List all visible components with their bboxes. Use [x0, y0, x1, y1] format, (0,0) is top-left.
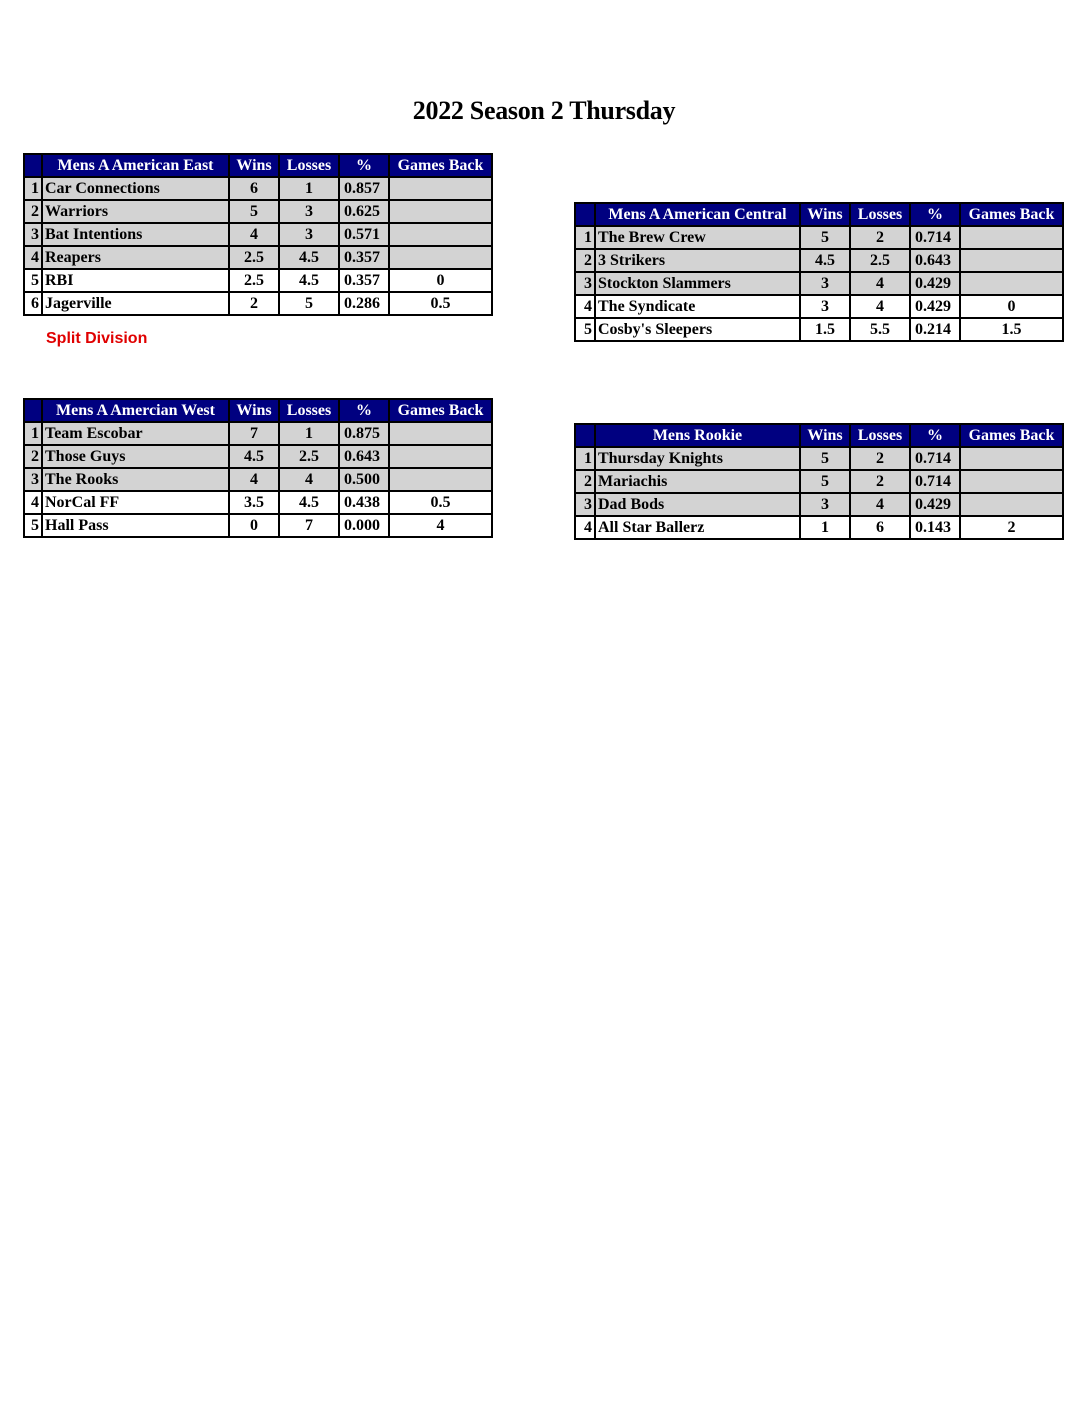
games-back-cell: 0: [960, 295, 1063, 318]
rank-cell: 4: [575, 295, 595, 318]
table-row: [575, 493, 1063, 516]
rank-cell: 2: [575, 470, 595, 493]
table-row: [24, 246, 492, 269]
team-cell: Cosby's Sleepers: [595, 318, 800, 341]
rank-cell: 5: [24, 514, 42, 537]
games-back-cell: [389, 422, 492, 445]
wins-header: Wins: [229, 154, 279, 177]
team-cell: Warriors: [42, 200, 229, 223]
pct-cell: 0.000: [339, 514, 389, 537]
wins-cell: 3: [800, 295, 850, 318]
team-cell: Those Guys: [42, 445, 229, 468]
table-row: [575, 318, 1063, 341]
wins-cell: 2.5: [229, 269, 279, 292]
rank-cell: 1: [575, 226, 595, 249]
games-back-cell: [960, 272, 1063, 295]
rank-cell: 3: [575, 272, 595, 295]
wins-header: Wins: [800, 424, 850, 447]
losses-cell: 3: [279, 223, 339, 246]
table-row: [575, 295, 1063, 318]
wins-cell: 3: [800, 272, 850, 295]
games-back-cell: [389, 200, 492, 223]
standings-table-central: [574, 202, 1064, 342]
wins-cell: 3: [800, 493, 850, 516]
losses-cell: 4.5: [279, 491, 339, 514]
wins-cell: 5: [229, 200, 279, 223]
wins-header: Wins: [229, 399, 279, 422]
rank-header: [24, 154, 42, 177]
split-division-note: Split Division: [46, 330, 148, 347]
standings-table-west: [23, 398, 493, 538]
rank-cell: 6: [24, 292, 42, 315]
wins-cell: 4: [229, 223, 279, 246]
games-back-cell: [960, 226, 1063, 249]
table-row: [24, 292, 492, 315]
losses-cell: 4: [850, 272, 910, 295]
losses-cell: 4.5: [279, 269, 339, 292]
games-back-cell: [389, 246, 492, 269]
table-row: [575, 272, 1063, 295]
wins-cell: 7: [229, 422, 279, 445]
table-row: [575, 226, 1063, 249]
losses-cell: 4: [850, 295, 910, 318]
games-back-header: Games Back: [389, 399, 492, 422]
pct-cell: 0.214: [910, 318, 960, 341]
wins-cell: 5: [800, 447, 850, 470]
games-back-cell: [389, 177, 492, 200]
pct-cell: 0.438: [339, 491, 389, 514]
losses-cell: 2: [850, 447, 910, 470]
team-cell: RBI: [42, 269, 229, 292]
header-row: [575, 424, 1063, 447]
pct-cell: 0.429: [910, 295, 960, 318]
games-back-cell: 1.5: [960, 318, 1063, 341]
header-row: [24, 399, 492, 422]
wins-cell: 6: [229, 177, 279, 200]
losses-cell: 4.5: [279, 246, 339, 269]
games-back-cell: [389, 445, 492, 468]
pct-cell: 0.714: [910, 447, 960, 470]
table-row: [24, 445, 492, 468]
wins-cell: 4: [229, 468, 279, 491]
wins-cell: 4.5: [229, 445, 279, 468]
losses-cell: 1: [279, 177, 339, 200]
team-cell: The Syndicate: [595, 295, 800, 318]
standings-table-rookie: [574, 423, 1064, 540]
table-row: [24, 491, 492, 514]
pct-cell: 0.429: [910, 272, 960, 295]
team-cell: Team Escobar: [42, 422, 229, 445]
pct-header: %: [910, 203, 960, 226]
games-back-cell: [960, 470, 1063, 493]
games-back-cell: 2: [960, 516, 1063, 539]
games-back-cell: [389, 223, 492, 246]
header-row: [24, 154, 492, 177]
division-name: Mens A American Central: [595, 203, 800, 226]
wins-cell: 4.5: [800, 249, 850, 272]
team-cell: Bat Intentions: [42, 223, 229, 246]
division-name: Mens A Amercian West: [42, 399, 229, 422]
losses-cell: 3: [279, 200, 339, 223]
team-cell: Stockton Slammers: [595, 272, 800, 295]
wins-cell: 3.5: [229, 491, 279, 514]
team-cell: The Rooks: [42, 468, 229, 491]
rank-header: [24, 399, 42, 422]
team-cell: Car Connections: [42, 177, 229, 200]
pct-header: %: [339, 154, 389, 177]
team-cell: Hall Pass: [42, 514, 229, 537]
rank-cell: 1: [24, 177, 42, 200]
rank-cell: 4: [24, 491, 42, 514]
rank-cell: 1: [575, 447, 595, 470]
losses-cell: 6: [850, 516, 910, 539]
rank-cell: 2: [24, 200, 42, 223]
pct-cell: 0.571: [339, 223, 389, 246]
table-row: [24, 223, 492, 246]
pct-cell: 0.286: [339, 292, 389, 315]
header-row: [575, 203, 1063, 226]
pct-cell: 0.714: [910, 226, 960, 249]
rank-cell: 2: [575, 249, 595, 272]
wins-header: Wins: [800, 203, 850, 226]
table-row: [24, 468, 492, 491]
pct-cell: 0.625: [339, 200, 389, 223]
table-row: [575, 447, 1063, 470]
pct-cell: 0.714: [910, 470, 960, 493]
pct-header: %: [910, 424, 960, 447]
wins-cell: 5: [800, 226, 850, 249]
team-cell: 3 Strikers: [595, 249, 800, 272]
pct-cell: 0.357: [339, 246, 389, 269]
losses-header: Losses: [279, 399, 339, 422]
games-back-header: Games Back: [960, 424, 1063, 447]
table-row: [575, 516, 1063, 539]
games-back-cell: [960, 249, 1063, 272]
losses-cell: 5: [279, 292, 339, 315]
rank-cell: 2: [24, 445, 42, 468]
losses-header: Losses: [850, 424, 910, 447]
pct-cell: 0.429: [910, 493, 960, 516]
games-back-cell: 4: [389, 514, 492, 537]
losses-cell: 4: [279, 468, 339, 491]
losses-cell: 2: [850, 226, 910, 249]
team-cell: Mariachis: [595, 470, 800, 493]
pct-cell: 0.875: [339, 422, 389, 445]
table-row: [24, 422, 492, 445]
rank-cell: 4: [24, 246, 42, 269]
wins-cell: 5: [800, 470, 850, 493]
table-row: [24, 269, 492, 292]
table-row: [24, 514, 492, 537]
wins-cell: 2: [229, 292, 279, 315]
rank-cell: 5: [24, 269, 42, 292]
table-row: [575, 470, 1063, 493]
games-back-cell: 0: [389, 269, 492, 292]
rank-cell: 5: [575, 318, 595, 341]
team-cell: Dad Bods: [595, 493, 800, 516]
standings-table-east: [23, 153, 493, 316]
wins-cell: 0: [229, 514, 279, 537]
losses-cell: 1: [279, 422, 339, 445]
team-cell: The Brew Crew: [595, 226, 800, 249]
division-name: Mens A American East: [42, 154, 229, 177]
table-row: [24, 177, 492, 200]
rank-cell: 3: [24, 223, 42, 246]
team-cell: Jagerville: [42, 292, 229, 315]
pct-cell: 0.857: [339, 177, 389, 200]
losses-cell: 2.5: [279, 445, 339, 468]
games-back-cell: 0.5: [389, 292, 492, 315]
rank-cell: 3: [575, 493, 595, 516]
rank-cell: 3: [24, 468, 42, 491]
losses-cell: 4: [850, 493, 910, 516]
table-row: [24, 200, 492, 223]
pct-cell: 0.643: [910, 249, 960, 272]
rank-cell: 4: [575, 516, 595, 539]
pct-cell: 0.500: [339, 468, 389, 491]
team-cell: All Star Ballerz: [595, 516, 800, 539]
pct-cell: 0.643: [339, 445, 389, 468]
rank-header: [575, 424, 595, 447]
wins-cell: 1: [800, 516, 850, 539]
rank-cell: 1: [24, 422, 42, 445]
pct-cell: 0.143: [910, 516, 960, 539]
games-back-cell: [960, 493, 1063, 516]
pct-cell: 0.357: [339, 269, 389, 292]
games-back-header: Games Back: [960, 203, 1063, 226]
team-cell: Thursday Knights: [595, 447, 800, 470]
wins-cell: 2.5: [229, 246, 279, 269]
losses-cell: 7: [279, 514, 339, 537]
losses-cell: 5.5: [850, 318, 910, 341]
team-cell: NorCal FF: [42, 491, 229, 514]
losses-header: Losses: [279, 154, 339, 177]
losses-cell: 2: [850, 470, 910, 493]
games-back-header: Games Back: [389, 154, 492, 177]
division-name: Mens Rookie: [595, 424, 800, 447]
losses-header: Losses: [850, 203, 910, 226]
page-title: 2022 Season 2 Thursday: [412, 96, 676, 125]
table-row: [575, 249, 1063, 272]
games-back-cell: 0.5: [389, 491, 492, 514]
losses-cell: 2.5: [850, 249, 910, 272]
games-back-cell: [389, 468, 492, 491]
games-back-cell: [960, 447, 1063, 470]
team-cell: Reapers: [42, 246, 229, 269]
rank-header: [575, 203, 595, 226]
wins-cell: 1.5: [800, 318, 850, 341]
pct-header: %: [339, 399, 389, 422]
